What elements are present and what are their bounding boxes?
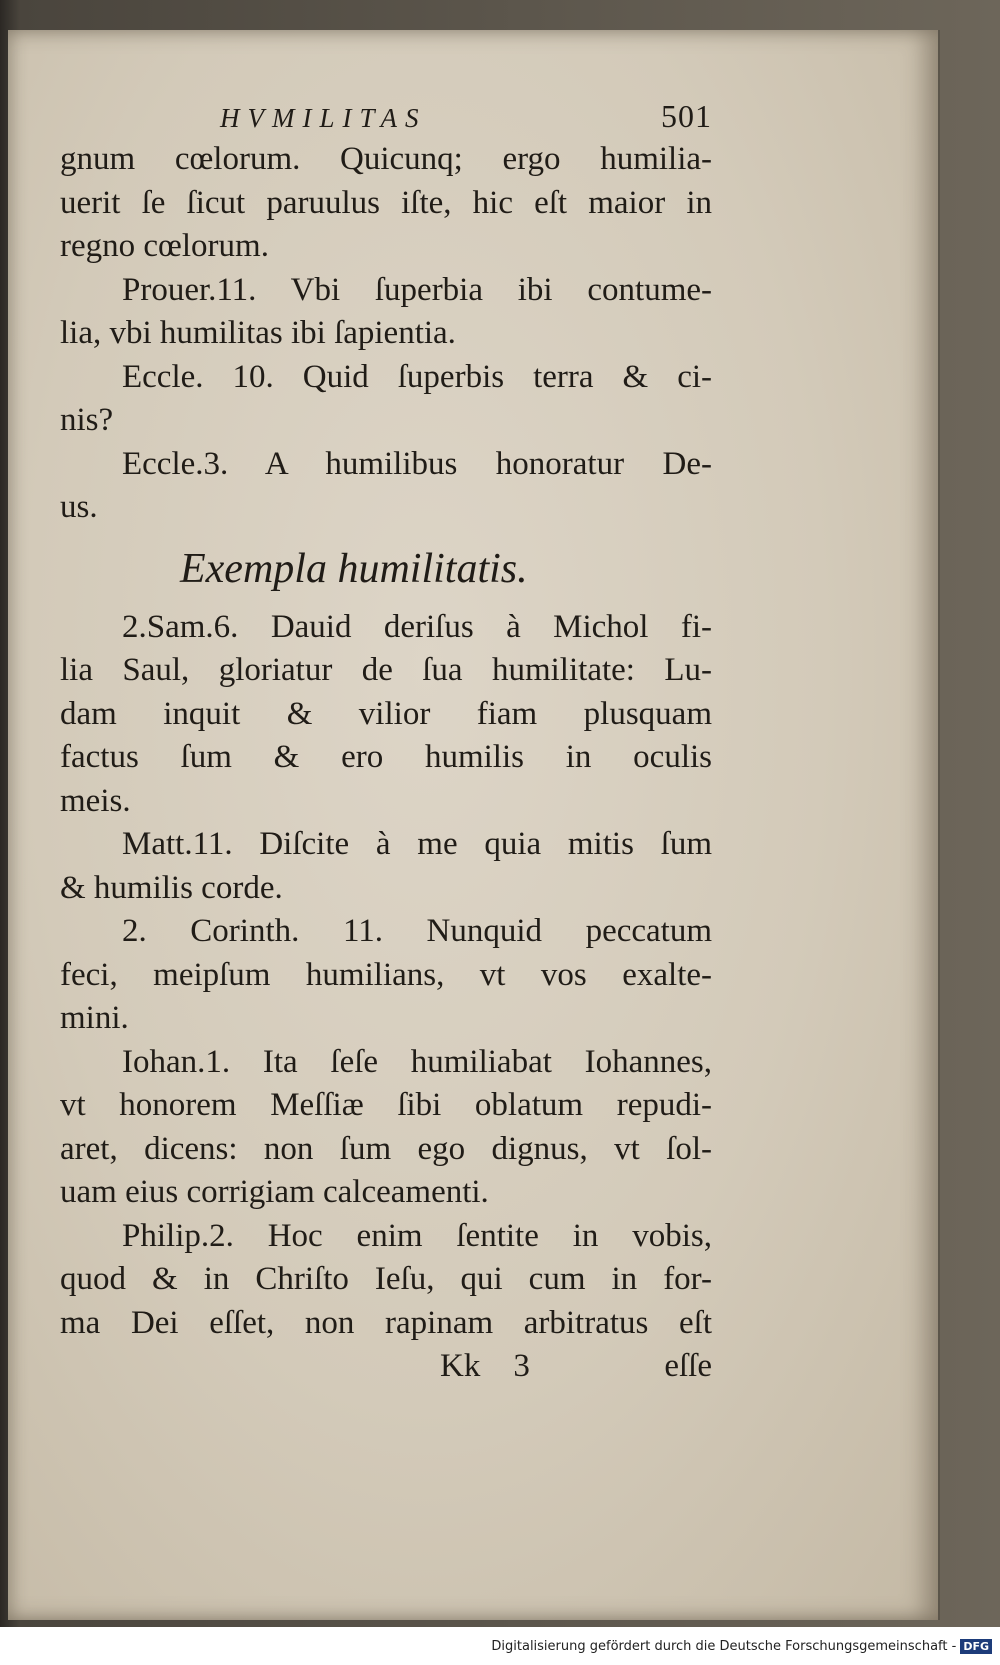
text-line: 2. Corinth. 11. Nunquid peccatum [122,913,712,949]
text-line: dam inquit & vilior fiam plusquam [60,695,712,732]
text-line: Prouer.11. Vbi ſuperbia ibi contume- [122,271,712,308]
text-line: Matt.11. Diſcite à me quia mitis ſum [122,826,712,862]
text-line: meis. [60,782,131,819]
text-line: nis? [60,402,114,438]
text-line: us. [60,489,98,525]
text-line: uam eius corrigiam calceamenti. [60,1174,489,1210]
page-number: 501 [661,98,712,134]
text-line: regno cœlorum. [60,228,269,264]
text-line: 2.Sam.6. Dauid deriſus à Michol fi- [122,608,712,645]
text-line: Eccle.3. A humilibus honoratur De- [122,445,712,482]
text-line: & humilis corde. [60,869,283,906]
running-title: HVMILITAS [220,103,427,133]
section-heading: Exempla humilitatis. [180,545,528,592]
credit-text: Digitalisierung gefördert durch die Deutsche Forschungsgemeinschaft - [491,1638,957,1654]
text-line: vt honorem Meſſiæ ſibi oblatum repudi- [60,1087,712,1123]
text-line: factus ſum & ero humilis in oculis [60,739,712,775]
signature-mark: Kk 3 [440,1348,530,1384]
text-line: ma Dei eſſet, non rapinam arbitratus eſt [60,1304,712,1341]
text-line: Eccle. 10. Quid ſuperbis terra & ci- [122,358,712,395]
text-line: lia Saul, gloriatur de ſua humilitate: Lu- [60,652,712,688]
text-block-bottom [60,606,712,1346]
text-line: aret, dicens: non ſum ego dignus, vt ſol- [60,1130,712,1167]
signature-line [60,1345,712,1389]
page-text [60,100,712,1389]
text-line: feci, meipſum humilians, vt vos exalte- [60,956,712,993]
text-line: lia, vbi humilitas ibi ſapientia. [60,315,456,351]
book-page [8,30,940,1620]
text-line: gnum cœlorum. Quicunq; ergo humilia- [60,141,712,177]
digitization-credit [0,1627,1000,1665]
text-block-top [60,138,712,530]
text-line: mini. [60,1000,129,1036]
text-line: quod & in Chriſto Ieſu, qui cum in for- [60,1261,712,1297]
text-line: uerit ſe ſicut paruulus iſte, hic eſt maior in [60,184,712,221]
catchword: eſſe [664,1348,712,1384]
text-line: Iohan.1. Ita ſeſe humiliabat Iohannes, [122,1043,712,1080]
text-line: Philip.2. Hoc enim ſentite in vobis, [122,1217,712,1254]
running-header [60,100,712,134]
dfg-logo: DFG [960,1639,992,1654]
